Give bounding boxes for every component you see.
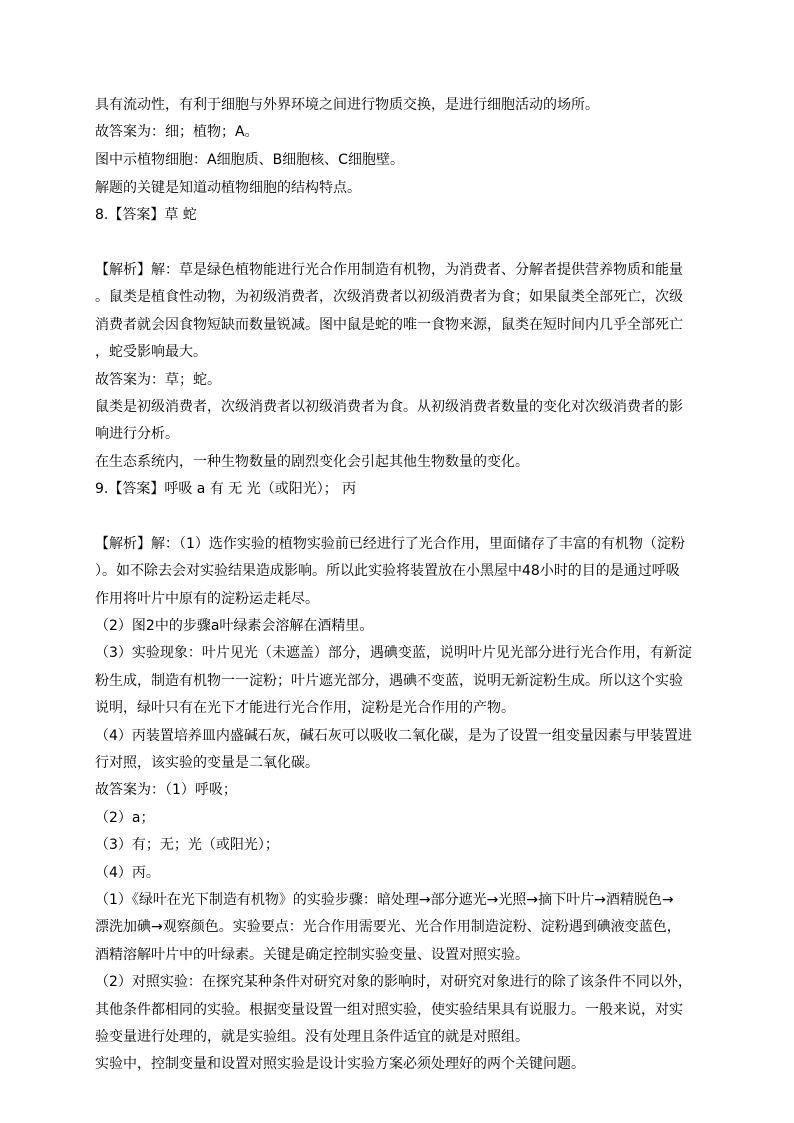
- text-line: 故答案为：细；植物；A。: [95, 124, 259, 140]
- text-line: （1）《绿叶在光下制造有机物》的实验步骤：暗处理→部分遮光→光照→摘下叶片→酒精脱色→: [95, 892, 674, 908]
- text-line: ）。如不除去会对实验结果造成影响。所以此实验将装置放在小黑屋中48小时的目的是通过呼吸: [95, 563, 680, 579]
- text-line: 说明，绿叶只有在光下才能进行光合作用，淀粉是光合作用的产物。: [95, 700, 515, 716]
- answer-heading: 8.【答案】草 蛇: [95, 207, 197, 223]
- text-line: 。鼠类是植食性动物，为初级消费者，次级消费者以初级消费者为食；如果鼠类全部死亡，次级: [95, 289, 683, 305]
- text-line: 其他条件都相同的实验。根据变量设置一组对照实验，使实验结果具有说服力。一般来说，对实: [95, 1002, 683, 1018]
- text-line: 【解析】解：（1）选作实验的植物实验前已经进行了光合作用，里面储存了丰富的有机物（淀粉: [95, 536, 685, 552]
- answer-heading: 9.【答案】呼吸 a 有 无 光（或阳光）； 丙: [95, 481, 357, 497]
- text-line: （4）丙。: [95, 865, 160, 881]
- text-line: （2）a；: [95, 810, 155, 826]
- text-line: 故答案为：草；蛇。: [95, 372, 221, 388]
- text-line: 在生态系统内，一种生物数量的剧烈变化会引起其他生物数量的变化。: [95, 454, 529, 470]
- text-line: （2）图2中的步骤a叶绿素会溶解在酒精里。: [95, 618, 374, 634]
- text-line: 行对照，该实验的变量是二氧化碳。: [95, 755, 319, 771]
- text-line: 故答案为：（1）呼吸；: [95, 782, 237, 798]
- text-line: 解题的关键是知道动植物细胞的结构特点。: [95, 180, 361, 196]
- text-line: 【解析】解：草是绿色植物能进行光合作用制造有机物，为消费者、分解者提供营养物质和能量: [95, 262, 683, 278]
- text-line: 响进行分析。: [95, 426, 179, 442]
- text-line: 漂洗加碘→观察颜色。实验要点：光合作用需要光、光合作用制造淀粉、淀粉遇到碘液变蓝色，: [95, 919, 681, 935]
- text-line: 酒精溶解叶片中的叶绿素。关键是确定控制实验变量、设置对照实验。: [95, 947, 529, 963]
- text-line: ，蛇受影响最大。: [95, 344, 207, 360]
- text-line: 消费者就会因食物短缺而数量锐减。图中鼠是蛇的唯一食物来源，鼠类在短时间内几乎全部死亡: [95, 317, 683, 333]
- text-line: （2）对照实验：在探究某种条件对研究对象的影响时，对研究对象进行的除了该条件不同以外，: [95, 974, 692, 990]
- text-line: 验变量进行处理的，就是实验组。没有处理且条件适宜的就是对照组。: [95, 1029, 529, 1045]
- text-line: 实验中，控制变量和设置对照实验是设计实验方案必须处理好的两个关键问题。: [95, 1056, 585, 1072]
- text-line: 作用将叶片中原有的淀粉运走耗尽。: [95, 591, 319, 607]
- text-line: 粉生成，制造有机物一一淀粉；叶片遮光部分，遇碘不变蓝，说明无新淀粉生成。所以这个实验: [95, 673, 683, 689]
- text-line: 图中示植物细胞：A细胞质、B细胞核、C细胞壁。: [95, 152, 404, 168]
- text-line: 鼠类是初级消费者，次级消费者以初级消费者为食。从初级消费者数量的变化对次级消费者的影: [95, 399, 683, 415]
- text-line: （3）有；无；光（或阳光）；: [95, 837, 279, 853]
- text-line: （3）实验现象：叶片见光（未遮盖）部分，遇碘变蓝，说明叶片见光部分进行光合作用，有新淀: [95, 645, 692, 661]
- text-line: 具有流动性，有利于细胞与外界环境之间进行物质交换，是进行细胞活动的场所。: [95, 97, 599, 113]
- text-line: （4）丙装置培养皿内盛碱石灰，碱石灰可以吸收二氧化碳，是为了设置一组变量因素与甲装置进: [95, 728, 692, 744]
